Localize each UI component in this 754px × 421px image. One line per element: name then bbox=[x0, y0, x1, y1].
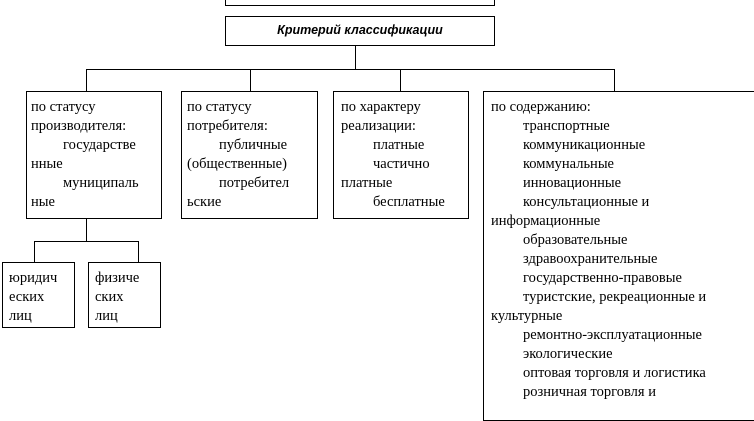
sub-box-line: ских bbox=[95, 289, 124, 305]
sub-box-individuals bbox=[88, 262, 161, 328]
connector-cat2 bbox=[250, 69, 251, 91]
category-item-line: образовательные bbox=[523, 232, 628, 248]
category-item-line: ремонтно-эксплуатационные bbox=[523, 327, 702, 343]
category-item-line: здравоохранительные bbox=[523, 251, 658, 267]
category-heading-line: по характеру bbox=[341, 99, 421, 115]
category-heading-line: реализации: bbox=[341, 118, 416, 134]
category-heading-line: по статусу bbox=[31, 99, 96, 115]
connector-cat3 bbox=[400, 69, 401, 91]
category-item-line: ьские bbox=[187, 194, 222, 210]
category-item-line: бесплатные bbox=[373, 194, 445, 210]
category-heading-line: по содержанию: bbox=[491, 99, 591, 115]
category-realization-box bbox=[333, 91, 469, 219]
category-content-box bbox=[483, 91, 754, 421]
sub-box-line: еских bbox=[9, 289, 45, 305]
root-criterion-title: Критерий классификации bbox=[277, 23, 443, 37]
category-heading-line: производителя: bbox=[31, 118, 127, 134]
connector-cat1-down bbox=[86, 219, 87, 241]
category-item-line: частично bbox=[373, 156, 430, 172]
category-item-line: коммунальные bbox=[523, 156, 614, 172]
category-item-line: платные bbox=[373, 137, 425, 153]
category-item-line: консультационные и bbox=[523, 194, 650, 210]
sub-box-line: физиче bbox=[95, 270, 140, 286]
category-item-line: розничная торговля и bbox=[523, 384, 656, 400]
category-item-line: коммуникационные bbox=[523, 137, 646, 153]
category-item-line: инновационные bbox=[523, 175, 622, 191]
connector-root-down bbox=[355, 46, 356, 70]
connector-cat1 bbox=[86, 69, 87, 91]
category-producer-status-box bbox=[26, 91, 162, 219]
connector-horizontal-bus bbox=[86, 69, 614, 70]
category-item-line: (общественные) bbox=[187, 156, 287, 172]
category-item-line: муниципаль bbox=[63, 175, 139, 191]
category-consumer-status-box bbox=[181, 91, 318, 219]
sub-box-line: лиц bbox=[95, 308, 118, 324]
category-item-line: потребител bbox=[219, 175, 290, 191]
category-item-line: информационные bbox=[491, 213, 601, 229]
sub-box-legal-entities bbox=[2, 262, 75, 328]
connector-sub1 bbox=[34, 241, 35, 262]
connector-cat4 bbox=[614, 69, 615, 91]
sub-box-line: лиц bbox=[9, 308, 32, 324]
category-item-line: платные bbox=[341, 175, 393, 191]
category-item-line: экологические bbox=[523, 346, 613, 362]
category-item-line: культурные bbox=[491, 308, 563, 324]
root-criterion-box bbox=[225, 16, 495, 46]
category-heading-line: по статусу bbox=[187, 99, 252, 115]
category-item-line: оптовая торговля и логистика bbox=[523, 365, 706, 381]
category-item-line: публичные bbox=[219, 137, 288, 153]
category-item-line: туристские, рекреационные и bbox=[523, 289, 707, 305]
connector-sub2 bbox=[138, 241, 139, 262]
category-item-line: государстве bbox=[63, 137, 136, 153]
top-box-partial bbox=[225, 0, 495, 6]
category-item-line: ные bbox=[31, 194, 55, 210]
category-item-line: государственно-правовые bbox=[523, 270, 682, 286]
category-item-line: транспортные bbox=[523, 118, 610, 134]
sub-box-line: юридич bbox=[9, 270, 58, 286]
category-heading-line: потребителя: bbox=[187, 118, 268, 134]
category-item-line: нные bbox=[31, 156, 63, 172]
connector-sub-bus bbox=[34, 241, 138, 242]
